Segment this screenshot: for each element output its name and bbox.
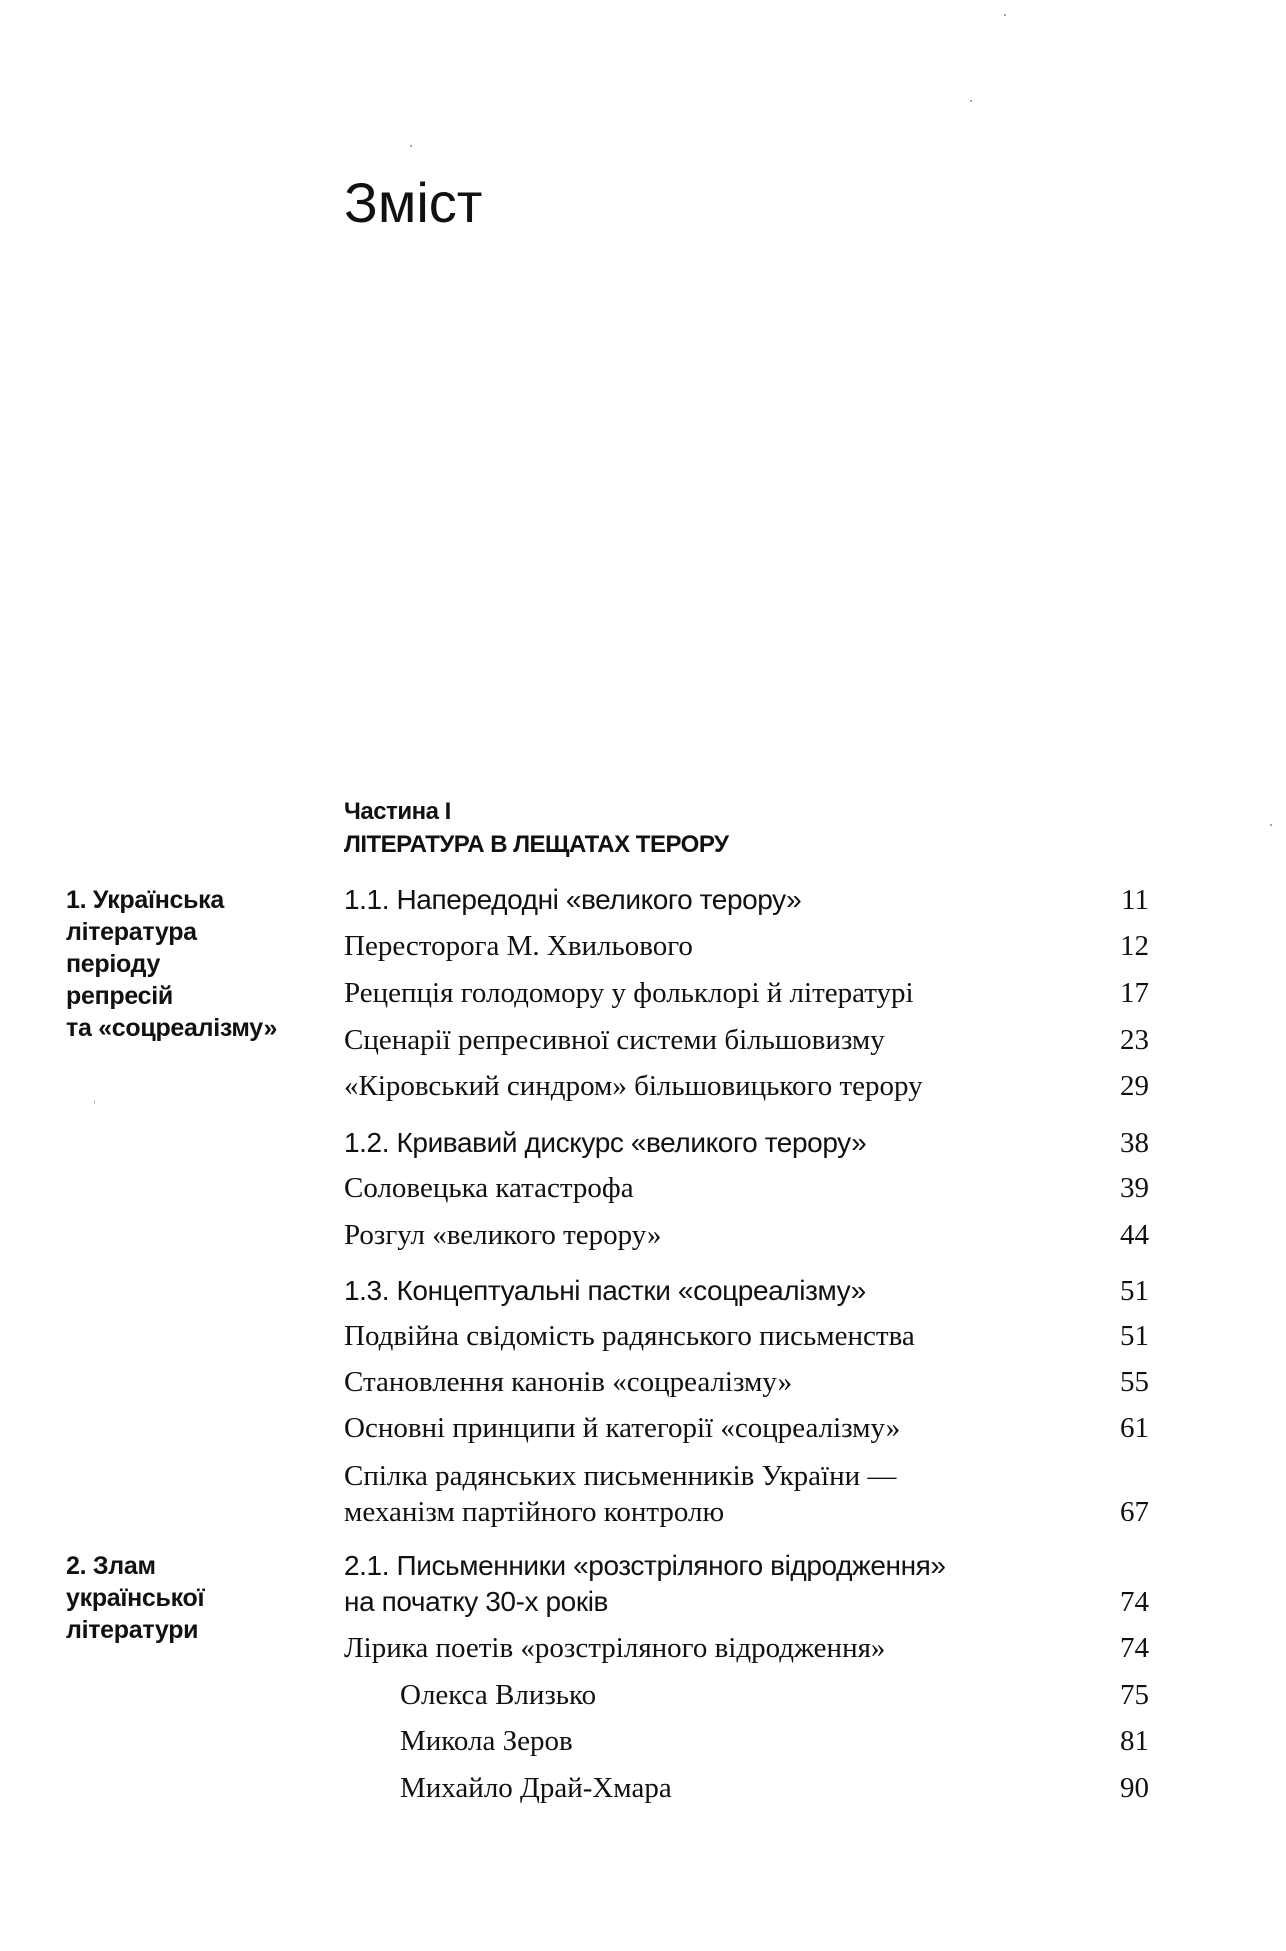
part-title: ЛІТЕРАТУРА В ЛЕЩАТАХ ТЕРОРУ <box>344 831 729 858</box>
chapter-label-line: 2. Злам <box>66 1552 156 1580</box>
toc-entry[interactable] <box>344 928 1149 964</box>
toc-entry-title: Становлення канонів «соцреалізму» <box>344 1366 793 1398</box>
toc-entry-person[interactable] <box>344 1723 1149 1759</box>
toc-page-number: 81 <box>1120 1725 1149 1757</box>
toc-entry[interactable] <box>344 1217 1149 1253</box>
toc-entry-title: на початку 30-х років <box>344 1586 608 1617</box>
part-heading <box>344 795 728 861</box>
margin-mark <box>94 1100 95 1104</box>
page-title: Зміст <box>344 171 483 234</box>
chapter-label-line: літератури <box>66 1616 199 1644</box>
toc-entry-title: 1.1. Напередодні «великого терору» <box>344 884 802 915</box>
toc-page-number: 55 <box>1120 1366 1149 1398</box>
toc-entry-section-1-3[interactable] <box>344 1273 1149 1309</box>
toc-entry-title: Соловецька катастрофа <box>344 1172 634 1204</box>
scan-speck <box>970 100 972 102</box>
toc-entry-section-1-2[interactable] <box>344 1125 1149 1161</box>
toc-page-number: 44 <box>1120 1219 1149 1251</box>
toc-entry-title: Пересторога М. Хвильового <box>344 930 693 962</box>
toc-entry-title: Михайло Драй-Хмара <box>400 1772 672 1804</box>
toc-entry-section-2-1[interactable] <box>344 1548 1149 1620</box>
chapter-label-line: 1. Українська <box>66 886 225 914</box>
toc-entry-title: 2.1. Письменники «розстріляного відродження» <box>344 1550 946 1581</box>
toc-entry[interactable] <box>344 1170 1149 1206</box>
toc-entry[interactable] <box>344 1364 1149 1400</box>
toc-entry-title: Спілка радянських письменників України — <box>344 1460 897 1492</box>
toc-page-number: 74 <box>1120 1632 1149 1664</box>
scan-speck <box>410 145 412 147</box>
toc-entry-section-1-1[interactable] <box>344 882 1149 918</box>
chapter-label-line: література <box>66 918 197 946</box>
toc-page-number: 12 <box>1120 930 1149 962</box>
chapter-label-line: та «соцреалізму» <box>66 1014 278 1042</box>
toc-entry-title: Основні принципи й категорії «соцреалізму» <box>344 1412 901 1444</box>
toc-entry-person[interactable] <box>344 1770 1149 1806</box>
chapter-label-line: періоду <box>66 950 161 978</box>
toc-page-number: 23 <box>1120 1024 1149 1056</box>
toc-entry-title: 1.3. Концептуальні пастки «соцреалізму» <box>344 1275 866 1306</box>
toc-entry[interactable] <box>344 975 1149 1011</box>
toc-entry-title: Олекса Влизько <box>400 1679 597 1711</box>
toc-entry-title: Лірика поетів «розстріляного відродження» <box>344 1632 886 1664</box>
toc-entry-title: Сценарії репресивної системи більшовизму <box>344 1024 885 1056</box>
scan-speck <box>1270 824 1272 826</box>
toc-entry[interactable] <box>344 1410 1149 1446</box>
toc-page-number: 75 <box>1120 1679 1149 1711</box>
toc-page-number: 11 <box>1121 884 1149 916</box>
toc-page-number: 29 <box>1120 1070 1149 1102</box>
toc-page-number: 67 <box>1120 1496 1149 1528</box>
toc-entry[interactable] <box>344 1458 1149 1530</box>
toc-entry-title: Розгул «великого терору» <box>344 1219 662 1251</box>
toc-entry-title: Микола Зеров <box>400 1725 573 1757</box>
toc-entry-title: «Кіровський синдром» більшовицького терору <box>344 1070 923 1102</box>
chapter-1-label <box>66 884 316 1044</box>
toc-page-number: 74 <box>1120 1586 1149 1618</box>
chapter-label-line: української <box>66 1584 205 1612</box>
toc-entry[interactable] <box>344 1022 1149 1058</box>
scan-speck <box>1004 14 1006 16</box>
toc-entry-title: 1.2. Кривавий дискурс «великого терору» <box>344 1127 867 1158</box>
toc-entry[interactable] <box>344 1630 1149 1666</box>
toc-page-number: 51 <box>1120 1275 1149 1307</box>
toc-page-number: 61 <box>1120 1412 1149 1444</box>
toc-entry[interactable] <box>344 1318 1149 1354</box>
toc-entry-person[interactable] <box>344 1677 1149 1713</box>
toc-page-number: 39 <box>1120 1172 1149 1204</box>
toc-page-number: 90 <box>1120 1772 1149 1804</box>
toc-page-number: 51 <box>1120 1320 1149 1352</box>
part-label: Частина I <box>344 798 451 825</box>
toc-entry-title: механізм партійного контролю <box>344 1496 725 1528</box>
toc-page-number: 17 <box>1120 977 1149 1009</box>
toc-entry-title: Рецепція голодомору у фольклорі й літературі <box>344 977 914 1009</box>
chapter-label-line: репресій <box>66 982 173 1010</box>
chapter-2-label <box>66 1550 316 1646</box>
toc-entry-title: Подвійна свідомість радянського письменства <box>344 1320 915 1352</box>
toc-entry[interactable] <box>344 1068 1149 1104</box>
toc-page-number: 38 <box>1120 1127 1149 1159</box>
